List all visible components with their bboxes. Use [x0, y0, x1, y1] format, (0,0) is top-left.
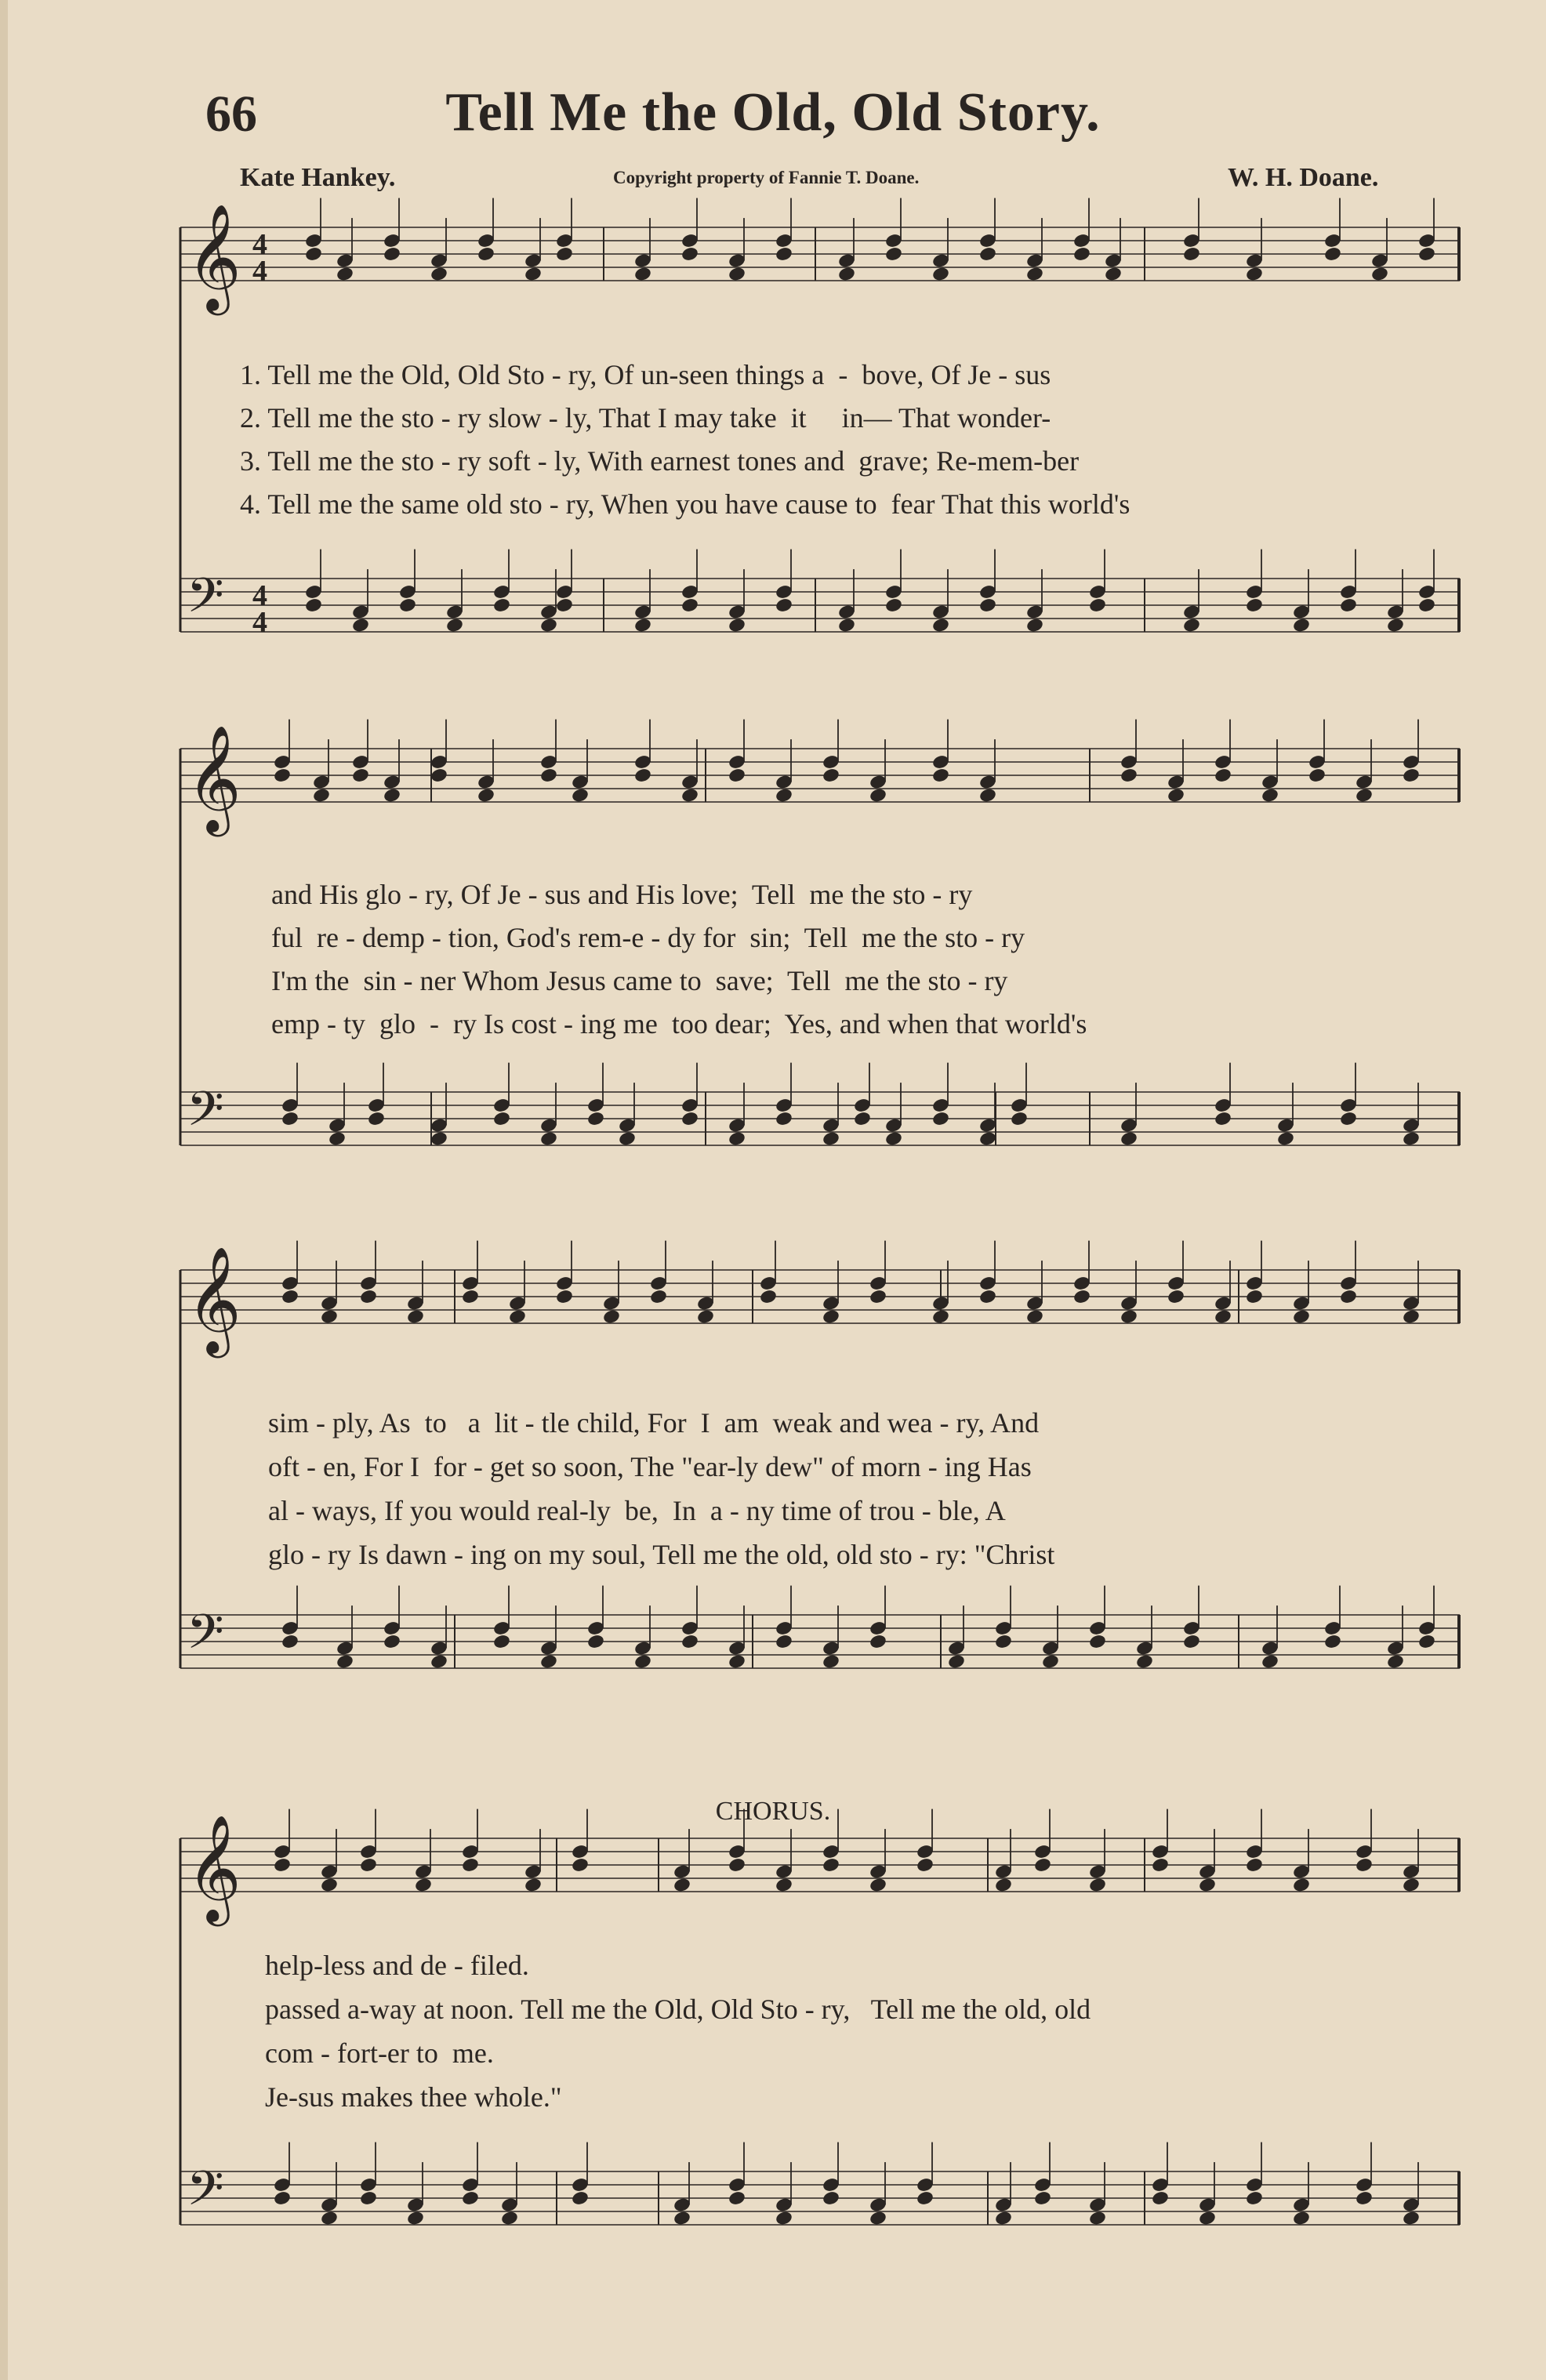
lyric-line-2-v4	[0, 1007, 1546, 1053]
notehead	[649, 1289, 668, 1305]
notehead	[320, 1308, 339, 1325]
notehead	[947, 1653, 966, 1670]
notehead	[673, 1877, 691, 1893]
notehead	[508, 1308, 527, 1325]
notehead	[1276, 1130, 1295, 1147]
time-signature-bottom: 4	[252, 606, 267, 639]
notehead	[633, 1653, 652, 1670]
notehead	[775, 597, 793, 614]
notehead	[775, 1111, 793, 1127]
notehead	[492, 597, 511, 614]
lyric-text: passed a-way at noon. Tell me the Old, Old Sto - ry, Tell me the old, old	[265, 1994, 1091, 2025]
notehead	[978, 787, 997, 804]
notehead	[359, 1857, 378, 1874]
notehead	[539, 1653, 558, 1670]
time-signature-top: 4	[252, 579, 267, 612]
notehead	[775, 1877, 793, 1893]
treble-clef-icon: 𝄞	[187, 1245, 241, 1354]
notehead	[822, 767, 840, 784]
notehead	[931, 266, 950, 282]
notehead	[571, 2190, 590, 2207]
notehead	[1025, 266, 1044, 282]
notehead	[1402, 767, 1421, 784]
lyric-line-1-v4	[0, 488, 1546, 533]
notehead	[680, 1111, 699, 1127]
notehead	[822, 1653, 840, 1670]
notehead	[586, 1111, 605, 1127]
notehead	[931, 1111, 950, 1127]
notehead	[728, 767, 746, 784]
notehead	[978, 1130, 997, 1147]
notehead	[1245, 1857, 1264, 1874]
notehead	[383, 787, 401, 804]
notehead	[673, 2210, 691, 2226]
notehead	[351, 617, 370, 633]
notehead	[406, 1308, 425, 1325]
notehead	[1033, 2190, 1052, 2207]
notehead	[1120, 767, 1138, 784]
lyric-line-1-v2	[0, 401, 1546, 447]
notehead	[398, 597, 417, 614]
lyric-line-3-v4	[0, 1538, 1546, 1584]
lyric-text: com - fort-er to me.	[265, 2037, 494, 2069]
notehead	[273, 2190, 292, 2207]
notehead	[1292, 1877, 1311, 1893]
notehead	[430, 266, 448, 282]
notehead	[1182, 246, 1201, 263]
notehead	[539, 767, 558, 784]
notehead	[328, 1130, 347, 1147]
notehead	[524, 1877, 543, 1893]
lyric-text: 4. Tell me the same old sto - ry, When you have cause to fear That this world's	[240, 488, 1130, 520]
lyric-line-2-v2	[0, 921, 1546, 967]
notehead	[618, 1130, 637, 1147]
notehead	[1402, 1877, 1421, 1893]
treble-clef-icon: 𝄞	[187, 202, 241, 311]
notehead	[931, 1308, 950, 1325]
notehead	[1261, 1653, 1279, 1670]
notehead	[281, 1289, 299, 1305]
notehead	[775, 2210, 793, 2226]
notehead	[633, 266, 652, 282]
notehead	[1308, 767, 1326, 784]
notehead	[539, 1130, 558, 1147]
notehead	[500, 2210, 519, 2226]
hymn-title: Tell Me the Old, Old Story.	[445, 82, 1101, 143]
notehead	[1104, 266, 1123, 282]
copyright-notice: Copyright property of Fannie T. Doane.	[613, 168, 920, 187]
lyric-line-4-v4	[0, 2081, 1546, 2126]
lyricist-credit: Kate Hankey.	[240, 163, 396, 192]
lyric-text: glo - ry Is dawn - ing on my soul, Tell me the old, old sto - ry: "Christ	[268, 1539, 1055, 1570]
notehead	[1323, 246, 1342, 263]
notehead	[775, 787, 793, 804]
notehead	[728, 266, 746, 282]
notehead	[492, 1111, 511, 1127]
notehead	[1214, 767, 1232, 784]
notehead	[869, 1634, 887, 1650]
bass-clef-icon: 𝄢	[187, 1604, 224, 1672]
notehead	[1402, 2210, 1421, 2226]
notehead	[1339, 1111, 1358, 1127]
notehead	[1167, 1289, 1185, 1305]
notehead	[1402, 1130, 1421, 1147]
notehead	[383, 1634, 401, 1650]
notehead	[1167, 787, 1185, 804]
notehead	[853, 1111, 872, 1127]
notehead	[869, 787, 887, 804]
lyric-line-4-v2	[0, 1993, 1546, 2038]
treble-clef-icon: 𝄞	[187, 724, 241, 833]
notehead	[320, 2210, 339, 2226]
notehead	[461, 1289, 480, 1305]
notehead	[916, 1857, 934, 1874]
notehead	[1292, 617, 1311, 633]
notehead	[430, 1130, 448, 1147]
notehead	[320, 1877, 339, 1893]
lyric-line-2-v3	[0, 964, 1546, 1010]
notehead	[602, 1308, 621, 1325]
notehead	[978, 246, 997, 263]
notehead	[822, 2190, 840, 2207]
lyric-line-3-v1	[0, 1406, 1546, 1452]
notehead	[1120, 1308, 1138, 1325]
notehead	[461, 2190, 480, 2207]
notehead	[1355, 787, 1374, 804]
notehead	[869, 1289, 887, 1305]
notehead	[916, 2190, 934, 2207]
notehead	[680, 246, 699, 263]
notehead	[1198, 1877, 1217, 1893]
notehead	[1417, 246, 1436, 263]
notehead	[1182, 617, 1201, 633]
lyric-text: help-less and de - filed.	[265, 1950, 529, 1981]
bass-clef-icon: 𝄢	[187, 2161, 224, 2229]
notehead	[978, 597, 997, 614]
notehead	[281, 1634, 299, 1650]
notehead	[1025, 617, 1044, 633]
lyric-text: 1. Tell me the Old, Old Sto - ry, Of un-seen things a - bove, Of Je - sus	[240, 359, 1051, 390]
notehead	[461, 1857, 480, 1874]
notehead	[1245, 1289, 1264, 1305]
notehead	[884, 246, 903, 263]
notehead	[931, 767, 950, 784]
lyric-text: sim - ply, As to a lit - tle child, For I am weak and wea - ry, And	[268, 1407, 1040, 1439]
notehead	[1355, 1857, 1374, 1874]
notehead	[1151, 1857, 1170, 1874]
notehead	[1120, 1130, 1138, 1147]
notehead	[586, 1634, 605, 1650]
notehead	[477, 246, 495, 263]
notehead	[1292, 2210, 1311, 2226]
notehead	[837, 617, 856, 633]
notehead	[728, 1130, 746, 1147]
notehead	[696, 1308, 715, 1325]
notehead	[1245, 2190, 1264, 2207]
lyric-text: ful re - demp - tion, God's rem-e - dy for sin; Tell me the sto - ry	[271, 922, 1025, 953]
lyric-line-3-v2	[0, 1450, 1546, 1496]
lyric-line-2-v1	[0, 878, 1546, 923]
notehead	[1182, 1634, 1201, 1650]
notehead	[1088, 2210, 1107, 2226]
notehead	[837, 266, 856, 282]
notehead	[1323, 1634, 1342, 1650]
notehead	[367, 1111, 386, 1127]
notehead	[1151, 2190, 1170, 2207]
lyric-line-4-v3	[0, 2037, 1546, 2082]
notehead	[775, 1634, 793, 1650]
lyric-text: emp - ty glo - ry Is cost - ing me too dear; Yes, and when that world's	[271, 1008, 1087, 1039]
notehead	[414, 1877, 433, 1893]
notehead	[994, 1877, 1013, 1893]
time-signature-bottom: 4	[252, 255, 267, 288]
notehead	[445, 617, 464, 633]
lyric-line-1-v3	[0, 444, 1546, 490]
notehead	[680, 1634, 699, 1650]
composer-credit: W. H. Doane.	[1228, 163, 1379, 192]
notehead	[351, 767, 370, 784]
lyric-text: 3. Tell me the sto - ry soft - ly, With earnest tones and grave; Re-mem-ber	[240, 445, 1080, 477]
notehead	[524, 266, 543, 282]
notehead	[728, 2190, 746, 2207]
notehead	[359, 2190, 378, 2207]
notehead	[884, 597, 903, 614]
notehead	[1339, 597, 1358, 614]
notehead	[1386, 617, 1405, 633]
lyric-line-4-v1	[0, 1949, 1546, 1994]
notehead	[1417, 1634, 1436, 1650]
notehead	[1088, 1634, 1107, 1650]
notehead	[1010, 1111, 1029, 1127]
notehead	[273, 767, 292, 784]
notehead	[383, 246, 401, 263]
lyric-text: 2. Tell me the sto - ry slow - ly, That I may take it in— That wonder-	[240, 402, 1051, 434]
notehead	[1245, 597, 1264, 614]
notehead	[492, 1634, 511, 1650]
notehead	[555, 597, 574, 614]
chorus-heading: CHORUS.	[715, 1797, 831, 1826]
notehead	[1214, 1308, 1232, 1325]
notehead	[1025, 1308, 1044, 1325]
notehead	[1261, 787, 1279, 804]
notehead	[1417, 597, 1436, 614]
notehead	[1245, 266, 1264, 282]
notehead	[571, 1857, 590, 1874]
notehead	[1355, 2190, 1374, 2207]
notehead	[359, 1289, 378, 1305]
notehead	[822, 1130, 840, 1147]
notehead	[1370, 266, 1389, 282]
notehead	[1135, 1653, 1154, 1670]
bass-clef-icon: 𝄢	[187, 568, 224, 636]
bass-clef-icon: 𝄢	[187, 1081, 224, 1149]
lyric-text: I'm the sin - ner Whom Jesus came to save; Tell me the sto - ry	[271, 965, 1008, 996]
notehead	[555, 246, 574, 263]
notehead	[1072, 246, 1091, 263]
lyric-text: al - ways, If you would real-ly be, In a - ny time of trou - ble, A	[268, 1495, 1006, 1526]
lyric-text: Je-sus makes thee whole."	[265, 2081, 562, 2113]
lyric-line-1-v1	[0, 358, 1546, 404]
notehead	[477, 787, 495, 804]
notehead	[430, 1653, 448, 1670]
notehead	[304, 597, 323, 614]
notehead	[1088, 1877, 1107, 1893]
notehead	[728, 1857, 746, 1874]
notehead	[994, 1634, 1013, 1650]
treble-clef-icon: 𝄞	[187, 1813, 241, 1922]
notehead	[336, 266, 354, 282]
notehead	[822, 1857, 840, 1874]
notehead	[931, 617, 950, 633]
notehead	[571, 787, 590, 804]
notehead	[680, 787, 699, 804]
notehead	[775, 246, 793, 263]
lyric-text: and His glo - ry, Of Je - sus and His love; Tell me the sto - ry	[271, 879, 973, 910]
notehead	[1041, 1653, 1060, 1670]
notehead	[430, 767, 448, 784]
notehead	[633, 767, 652, 784]
notehead	[281, 1111, 299, 1127]
notehead	[728, 1653, 746, 1670]
notehead	[869, 1877, 887, 1893]
notehead	[406, 2210, 425, 2226]
notehead	[978, 1289, 997, 1305]
notehead	[680, 597, 699, 614]
time-signature-top: 4	[252, 228, 267, 261]
notehead	[555, 1289, 574, 1305]
notehead	[1386, 1653, 1405, 1670]
notehead	[869, 2210, 887, 2226]
notehead	[822, 1308, 840, 1325]
notehead	[1088, 597, 1107, 614]
notehead	[1198, 2210, 1217, 2226]
notehead	[759, 1289, 778, 1305]
notehead	[1402, 1308, 1421, 1325]
notehead	[1033, 1857, 1052, 1874]
notehead	[273, 1857, 292, 1874]
notehead	[304, 246, 323, 263]
notehead	[884, 1130, 903, 1147]
notehead	[1072, 1289, 1091, 1305]
lyric-line-3-v3	[0, 1494, 1546, 1540]
notehead	[1214, 1111, 1232, 1127]
notehead	[539, 617, 558, 633]
page-number: 66	[205, 85, 257, 143]
notehead	[1339, 1289, 1358, 1305]
notehead	[994, 2210, 1013, 2226]
lyric-text: oft - en, For I for - get so soon, The "ear-ly dew" of morn - ing Has	[268, 1451, 1032, 1482]
notehead	[728, 617, 746, 633]
notehead	[336, 1653, 354, 1670]
notehead	[1292, 1308, 1311, 1325]
notehead	[633, 617, 652, 633]
notehead	[312, 787, 331, 804]
